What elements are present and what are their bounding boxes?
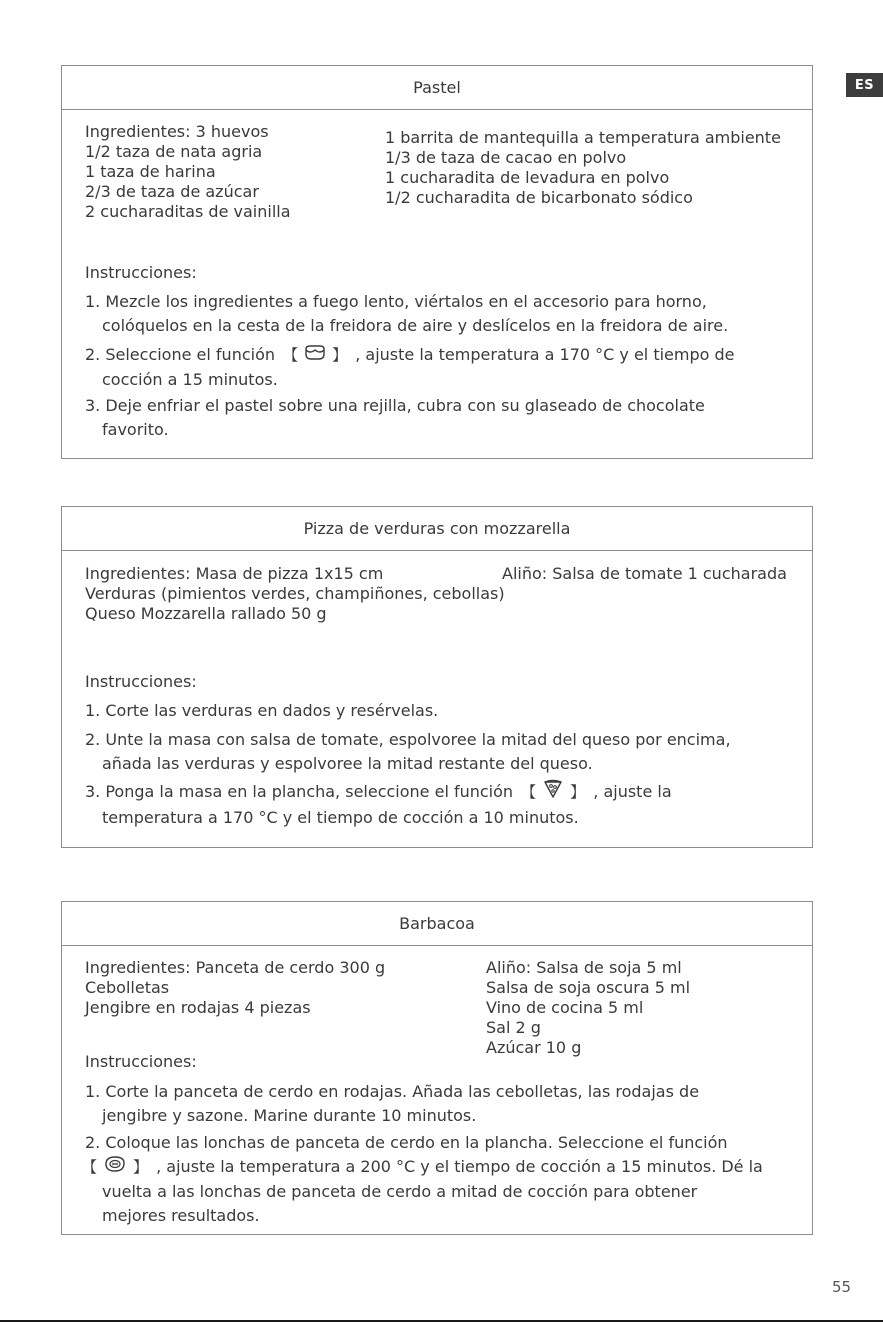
- ingredient-line: Salsa de soja oscura 5 ml: [486, 978, 691, 997]
- recipe-title: Barbacoa: [62, 902, 812, 946]
- step-text-line2: [79, 1155, 795, 1180]
- instruction-step: [85, 394, 795, 442]
- bracket-open: 【: [521, 783, 537, 801]
- ingredients-left: [85, 122, 291, 222]
- step-text-cont: jengibre y sazone. Marine durante 10 minutos.: [102, 1106, 477, 1125]
- instructions-label: Instrucciones:: [85, 672, 197, 691]
- step-text: 2. Coloque las lonchas de panceta de cerdo en la plancha. Seleccione el función: [85, 1133, 728, 1152]
- recipe-card-pastel: [61, 65, 813, 459]
- ingredient-line: Azúcar 10 g: [486, 1038, 582, 1057]
- ingredient-line: 1/2 cucharadita de bicarbonato sódico: [385, 188, 693, 207]
- ingredient-line: Ingredientes: Masa de pizza 1x15 cm: [85, 564, 384, 583]
- ingredients-right: [502, 564, 787, 584]
- step-text-post: , ajuste la temperatura a 200 °C y el tiempo de cocción a 15 minutos. Dé la: [156, 1157, 763, 1176]
- step-text: 1. Mezcle los ingredientes a fuego lento, viértalos en el accesorio para horno,: [85, 292, 707, 311]
- step-text: 2. Unte la masa con salsa de tomate, espolvoree la mitad del queso por encima,: [85, 730, 731, 749]
- step-text-pre: 2. Seleccione el función: [85, 345, 275, 364]
- step-text-pre: 3. Ponga la masa en la plancha, seleccione el función: [85, 782, 514, 801]
- step-text-post: , ajuste la: [593, 782, 672, 801]
- step-text-cont: cocción a 15 minutos.: [102, 370, 278, 389]
- bracket-open: 【: [82, 1158, 98, 1176]
- ingredient-line: Verduras (pimientos verdes, champiñones, cebollas): [85, 584, 505, 603]
- step-text: [85, 343, 795, 368]
- instruction-step: [85, 779, 795, 830]
- ingredient-line: 1 taza de harina: [85, 162, 216, 181]
- step-text: 1. Corte la panceta de cerdo en rodajas. Añada las cebolletas, las rodajas de: [85, 1082, 700, 1101]
- ingredient-line: 2/3 de taza de azúcar: [85, 182, 259, 201]
- ingredients-right: [486, 958, 690, 1058]
- step-text-cont: vuelta a las lonchas de panceta de cerdo a mitad de cocción para obtener: [102, 1182, 698, 1201]
- ingredients-left: [85, 958, 385, 1018]
- instruction-step: [85, 290, 795, 338]
- instruction-step: [85, 343, 795, 392]
- bracket-close: 】: [332, 346, 348, 364]
- steak-icon: [103, 1155, 127, 1180]
- ingredient-line: Aliño: Salsa de soja 5 ml: [486, 958, 682, 977]
- ingredient-line: 1/3 de taza de cacao en polvo: [385, 148, 627, 167]
- ingredient-line: Cebolletas: [85, 978, 170, 997]
- ingredients-right: [385, 128, 781, 208]
- recipe-title: Pizza de verduras con mozzarella: [62, 507, 812, 551]
- step-text-cont: temperatura a 170 °C y el tiempo de cocción a 10 minutos.: [102, 808, 579, 827]
- step-text-cont: añada las verduras y espolvoree la mitad restante del queso.: [102, 754, 593, 773]
- ingredient-line: Ingredientes: Panceta de cerdo 300 g: [85, 958, 386, 977]
- ingredient-line: Sal 2 g: [486, 1018, 541, 1037]
- step-text-post: , ajuste la temperatura a 170 °C y el tiempo de: [355, 345, 735, 364]
- ingredient-line: 1 barrita de mantequilla a temperatura ambiente: [385, 128, 781, 147]
- bracket-open: 【: [283, 346, 299, 364]
- instruction-step: [85, 728, 795, 776]
- step-text-cont: colóquelos en la cesta de la freidora de aire y deslícelos en la freidora de aire.: [102, 316, 729, 335]
- step-text: 1. Corte las verduras en dados y resérvelas.: [85, 701, 439, 720]
- ingredient-line: 1/2 taza de nata agria: [85, 142, 263, 161]
- language-tab: ES: [846, 73, 883, 97]
- ingredient-line: 1 cucharadita de levadura en polvo: [385, 168, 670, 187]
- step-text-cont: favorito.: [102, 420, 169, 439]
- recipe-title: Pastel: [62, 66, 812, 110]
- pizza-icon: [542, 779, 564, 806]
- instruction-step: [85, 1080, 795, 1128]
- step-text-cont: mejores resultados.: [102, 1206, 260, 1225]
- instructions-label: Instrucciones:: [85, 263, 197, 282]
- ingredient-line: Aliño: Salsa de tomate 1 cucharada: [502, 564, 787, 583]
- instructions-label: Instrucciones:: [85, 1052, 197, 1071]
- instruction-step: [82, 1131, 795, 1228]
- recipe-card-pizza: [61, 506, 813, 848]
- page-number: 55: [832, 1278, 852, 1296]
- ingredient-line: Ingredientes: 3 huevos: [85, 122, 269, 141]
- ingredient-line: Jengibre en rodajas 4 piezas: [85, 998, 311, 1017]
- step-text: 3. Deje enfriar el pastel sobre una rejilla, cubra con su glaseado de chocolate: [85, 396, 705, 415]
- ingredient-line: 2 cucharaditas de vainilla: [85, 202, 291, 221]
- cake-icon: [304, 343, 326, 368]
- ingredient-line: Queso Mozzarella rallado 50 g: [85, 604, 327, 623]
- bottom-rule: [0, 1320, 883, 1322]
- ingredient-line: Vino de cocina 5 ml: [486, 998, 644, 1017]
- bracket-close: 】: [133, 1158, 149, 1176]
- instruction-step: [85, 699, 795, 723]
- step-text: [85, 779, 795, 806]
- ingredients-left: [85, 564, 505, 624]
- recipe-card-barbacoa: [61, 901, 813, 1235]
- bracket-close: 】: [570, 783, 586, 801]
